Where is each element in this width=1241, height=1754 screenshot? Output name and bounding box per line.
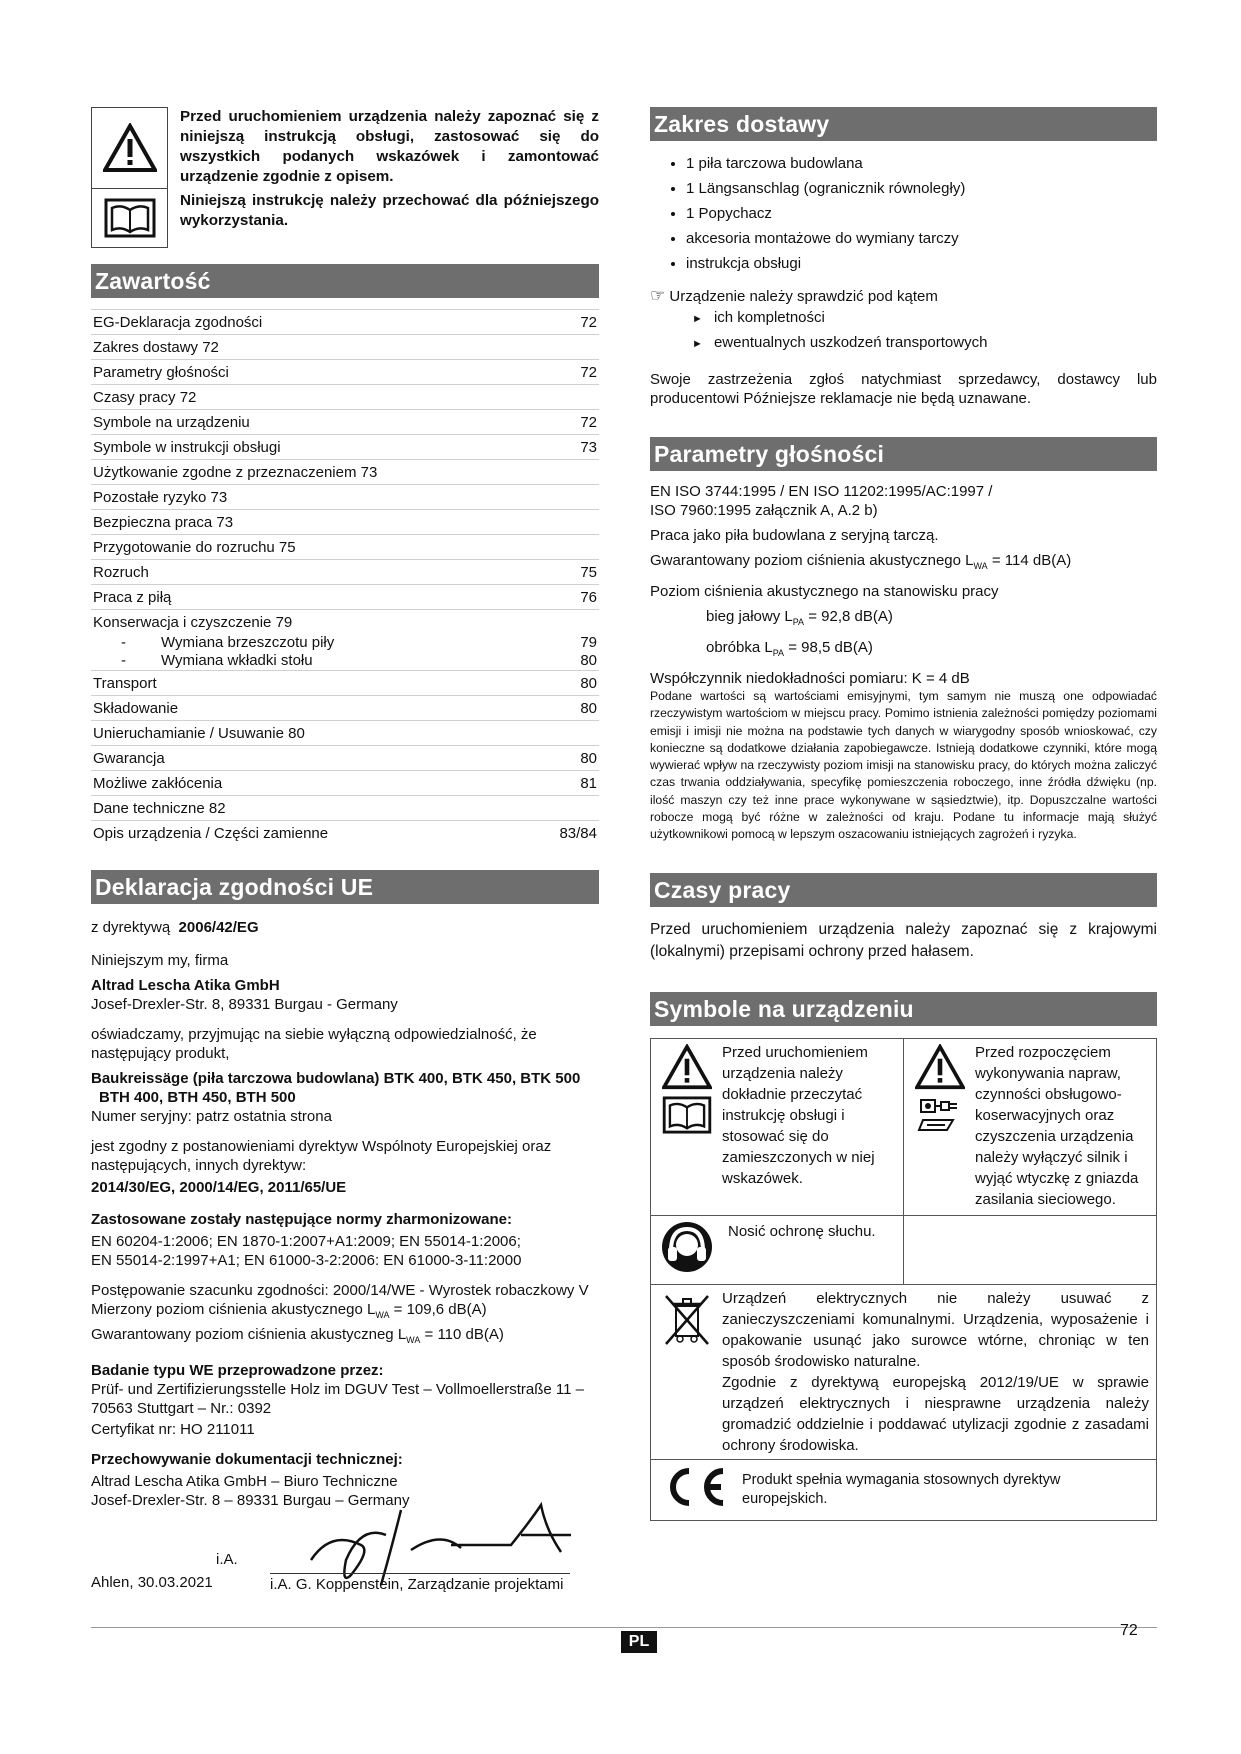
toc-item-label: Bezpieczna praca 73 bbox=[93, 514, 234, 531]
toc-item-label: Dane techniczne 82 bbox=[93, 800, 226, 817]
delivery-item: • 1 piła tarczowa budowlana bbox=[686, 151, 1157, 176]
weee-crossed-bin-icon bbox=[662, 1292, 712, 1348]
toc-item-page: 75 bbox=[580, 564, 597, 581]
toc-item bbox=[91, 334, 599, 359]
unplug-icon bbox=[915, 1096, 965, 1136]
toc-item-label: Rozruch bbox=[93, 564, 149, 581]
toc-item-page: 76 bbox=[580, 589, 597, 606]
symbol-weee-text-2: Zgodnie z dyrektywą europejską 2012/19/UE w sprawie urządzeń elektrycznych i niesprawne urządzenia należy gromadzić oddzielnie i poddawać utylizacji zgodnie z zasadami ochrony środowiska. bbox=[722, 1373, 1149, 1454]
company-address: Josef-Drexler-Str. 8, 89331 Burgau - Germany bbox=[91, 996, 398, 1013]
toc-item bbox=[91, 770, 599, 795]
toc-item bbox=[91, 584, 599, 609]
toc-item-page: 79 bbox=[580, 634, 597, 651]
serial-number: Numer seryjny: patrz ostatnia strona bbox=[91, 1108, 332, 1125]
toc-item-label: Czasy pracy 72 bbox=[93, 389, 197, 406]
toc-item-label: Możliwe zakłócenia bbox=[93, 775, 223, 792]
toc-item bbox=[91, 434, 599, 459]
product-models: BTH 400, BTH 450, BTH 500 bbox=[99, 1089, 296, 1106]
product-name: Baukreissäge (piła tarczowa budowlana) BTK 400, BTK 450, BTK 500 bbox=[91, 1070, 581, 1087]
toc-item-page: 80 bbox=[580, 652, 597, 669]
warning-triangle-icon bbox=[915, 1044, 965, 1090]
toc-item-page: 80 bbox=[580, 750, 597, 767]
toc-item-page: 81 bbox=[580, 775, 597, 792]
toc-item bbox=[91, 484, 599, 509]
exam-line-1: Prüf- und Zertifizierungsstelle Holz im DGUV Test – Vollmoellerstraße 11 – bbox=[91, 1381, 584, 1398]
symbol-ce-cell bbox=[651, 1459, 1157, 1520]
toc-item bbox=[91, 609, 599, 634]
page-number: 72 bbox=[1120, 1622, 1138, 1639]
warning-triangle-icon bbox=[662, 1044, 712, 1090]
toc-heading: Zawartość bbox=[91, 264, 599, 298]
noise-k: Współczynnik niedokładności pomiaru: K = 4 dB bbox=[650, 670, 970, 687]
noise-body bbox=[650, 482, 1157, 844]
declaration-body bbox=[91, 918, 599, 1510]
delivery-item: • instrukcja obsługi bbox=[686, 251, 1157, 276]
toc-item-label: Parametry głośności bbox=[93, 364, 229, 381]
toc-item bbox=[91, 720, 599, 745]
check-item: ► ich kompletności bbox=[692, 309, 825, 326]
toc-item bbox=[91, 384, 599, 409]
delivery-item: • akcesoria montażowe do wymiany tarczy bbox=[686, 226, 1157, 251]
toc-item-page: 72 bbox=[580, 414, 597, 431]
symbol-hearing-text: Nosić ochronę słuchu. bbox=[728, 1222, 876, 1240]
toc-item-page: 72 bbox=[580, 314, 597, 331]
toc-item-label: Symbole na urządzeniu bbox=[93, 414, 250, 431]
warning-text-2: Niniejszą instrukcję należy przechować dla późniejszego wykorzystania. bbox=[180, 192, 599, 229]
noise-standard-2: ISO 7960:1995 załącznik A, A.2 b) bbox=[650, 502, 878, 519]
toc-item-label: Przygotowanie do rozruchu 75 bbox=[93, 539, 296, 556]
docs-line-1: Altrad Lescha Atika GmbH – Biuro Techniczne bbox=[91, 1473, 398, 1490]
toc-item-page: 83/84 bbox=[559, 825, 597, 842]
directives-list: 2014/30/EG, 2000/14/EG, 2011/65/UE bbox=[91, 1179, 347, 1196]
noise-work: Praca jako piła budowlana z seryjną tarczą. bbox=[650, 527, 939, 544]
symbol-unplug-text: Przed rozpoczęciem wykonywania napraw, czynności obsługowo-koserwacyjnych oraz czyszczenia urządzenia należy wyłączyć silnik i wyjąć wtyczkę z gniazda zasilania sieciowego. bbox=[975, 1043, 1139, 1208]
symbol-unplug-cell bbox=[904, 1038, 1157, 1215]
toc-item: - Wymiana brzeszczotu piły 79 bbox=[121, 634, 597, 651]
noise-workplace: Poziom ciśnienia akustycznego na stanowisku pracy bbox=[650, 583, 999, 600]
symbol-read-manual-cell bbox=[651, 1038, 904, 1215]
measured-noise: Mierzony poziom ciśnienia akustycznego $L_{WA} = 109,6$ dB(A) bbox=[91, 1301, 487, 1320]
docs-title: Przechowywanie dokumentacji technicznej: bbox=[91, 1451, 403, 1468]
norms-line-2: EN 55014-2:1997+A1; EN 61000-3-2:2006: EN 61000-3-11:2000 bbox=[91, 1252, 522, 1269]
norms-title: Zastosowane zostały następujące normy zharmonizowane: bbox=[91, 1211, 512, 1228]
ce-mark-icon bbox=[659, 1465, 729, 1509]
norms-line-1: EN 60204-1:2006; EN 1870-1:2007+A1:2009; EN 55014-1:2006; bbox=[91, 1233, 521, 1250]
worktime-text: Przed uruchomieniem urządzenia należy zapoznać się z krajowymi (lokalnymi) przepisami ochrony przed hałasem. bbox=[650, 920, 1157, 960]
symbol-hearing-cell bbox=[651, 1215, 904, 1284]
toc-item-label: Wymiana brzeszczotu piły bbox=[161, 634, 335, 651]
compliance-text: jest zgodny z postanowieniami dyrektyw Wspólnoty Europejskiej oraz następujących, innych dyrektyw: bbox=[91, 1138, 552, 1174]
declaration-heading: Deklaracja zgodności UE bbox=[91, 870, 599, 904]
check-line: ☞ Urządzenie należy sprawdzić pod kątem bbox=[650, 286, 938, 305]
warning-text bbox=[180, 107, 599, 248]
signature-block bbox=[91, 1510, 599, 1600]
toc-item: - Wymiana wkładki stołu 80 bbox=[121, 652, 597, 669]
noise-guaranteed: Gwarantowany poziom ciśnienia akustycznego $L_{WA} = 114$ dB(A) bbox=[650, 552, 1072, 571]
toc-item-label: Praca z piłą bbox=[93, 589, 172, 606]
toc-item bbox=[91, 559, 599, 584]
warning-icons bbox=[91, 107, 168, 248]
ia-label: i.A. bbox=[216, 1551, 238, 1568]
toc-item-label: Konserwacja i czyszczenie 79 bbox=[93, 614, 293, 631]
noise-heading: Parametry głośności bbox=[650, 437, 1157, 471]
exam-title: Badanie typu WE przeprowadzone przez: bbox=[91, 1362, 384, 1379]
toc-item-page: 72 bbox=[580, 364, 597, 381]
delivery-item: • 1 Längsanschlag (ogranicznik równoległy) bbox=[686, 176, 1157, 201]
symbols-table bbox=[650, 1038, 1157, 1521]
symbol-read-manual-text: Przed uruchomieniem urządzenia należy dokładnie przeczytać instrukcję obsługi i stosować się do zamieszczonych w niej wskazówek. bbox=[722, 1043, 875, 1187]
symbol-empty-cell bbox=[904, 1215, 1157, 1284]
procedure-line: Postępowanie szacunku zgodności: 2000/14/WE - Wyrostek robaczkowy V bbox=[91, 1282, 589, 1299]
claims-text: Swoje zastrzeżenia zgłoś natychmiast sprzedawcy, dostawcy lub producentowi Późniejsze reklamacje nie będą uznawane. bbox=[650, 371, 1157, 407]
toc-item bbox=[91, 309, 599, 334]
manual-book-icon bbox=[104, 198, 156, 238]
toc-item-label: Opis urządzenia / Części zamienne bbox=[93, 825, 329, 842]
warning-text-1: Przed uruchomieniem urządzenia należy zapoznać się z niniejszą instrukcją obsługi, zastosować się do wszystkich podanych wskazówek i zamontować urządzenie zgodnie z opisem. bbox=[180, 108, 599, 185]
guaranteed-noise: Gwarantowany poziom ciśnienia akustyczneg $L_{WA} = 110$ dB(A) bbox=[91, 1326, 504, 1345]
toc-item bbox=[91, 409, 599, 434]
check-item: ► ewentualnych uszkodzeń transportowych bbox=[692, 334, 988, 351]
symbol-ce-text: Produkt spełnia wymagania stosownych dyrektyw europejskich. bbox=[742, 1471, 1061, 1507]
symbol-weee-text-1: Urządzeń elektrycznych nie należy usuwać z zanieczyszczeniami komunalnymi. Urządzenia, wyposażenie i opakowanie usunąć jako surowce wtórne, chroniąc w ten sposób środowisko naturalne. bbox=[722, 1289, 1149, 1370]
toc-item bbox=[91, 534, 599, 559]
toc-item-label: Wymiana wkładki stołu bbox=[161, 652, 313, 669]
symbols-heading: Symbole na urządzeniu bbox=[650, 992, 1157, 1026]
toc-item bbox=[91, 820, 599, 845]
delivery-list bbox=[650, 151, 1157, 276]
toc-item-page: 80 bbox=[580, 700, 597, 717]
declaration-intro: Niniejszym my, firma bbox=[91, 952, 229, 969]
noise-idle: bieg jałowy $L_{PA} = 92,8$ dB(A) bbox=[706, 608, 893, 627]
hearing-protection-icon bbox=[661, 1221, 713, 1273]
warning-triangle-icon bbox=[103, 123, 157, 173]
pointing-hand-icon: ☞ bbox=[650, 286, 666, 305]
check-list bbox=[650, 306, 1157, 356]
declaration-statement: oświadczamy, przyjmując na siebie wyłączną odpowiedzialność, że następujący produkt, bbox=[91, 1026, 537, 1062]
language-badge: PL bbox=[621, 1631, 657, 1653]
certificate: Certyfikat nr: HO 211011 bbox=[91, 1421, 255, 1438]
noise-note: Podane wartości są wartościami emisyjnymi, tym samym nie muszą one odpowiadać rzeczywistym wartościom w miejscu pracy. Pomimo istnienia zależności pomiędzy poziomami emisji i imisji nie można na podstawie tych danych w wiarygodny sposób wnioskować, czy konieczne są dodatkowe działania zapobiegawcze. Istnieją dodatkowe czynniki, które mogą wywierać wpływ na rzeczywisty poziom imisji na stanowisku pracy, do których można zaliczyć czas trwania oddziaływania, specyfikę pomieszczenia roboczego, inne źródła dźwięku (np. ilość maszyn czy też inne prace wykonywane w sąsiedztwie), itp. Dopuszczalne wartości robocze mogą być różne w zależności od kraju. Podane tu informacje mają służyć użytkownikowi pomocą w lepszym oszacowaniu istniejących zagrożeń i ryzyka. bbox=[650, 689, 1157, 842]
noise-standard-1: EN ISO 3744:1995 / EN ISO 11202:1995/AC:1997 / bbox=[650, 483, 993, 500]
toc-item-label: Pozostałe ryzyko 73 bbox=[93, 489, 228, 506]
exam-line-2: 70563 Stuttgart – Nr.: 0392 bbox=[91, 1400, 272, 1417]
toc-item-page: 80 bbox=[580, 675, 597, 692]
footer-divider bbox=[91, 1627, 1157, 1628]
toc-item-page: 73 bbox=[580, 439, 597, 456]
toc-item bbox=[91, 670, 599, 695]
manual-book-icon bbox=[662, 1096, 712, 1134]
toc-item-label: Transport bbox=[93, 675, 157, 692]
warning-block bbox=[91, 107, 599, 248]
toc-item bbox=[91, 745, 599, 770]
toc-item-label: Zakres dostawy 72 bbox=[93, 339, 219, 356]
toc-item bbox=[91, 795, 599, 820]
directive-line: z dyrektywą 2006/42/EG bbox=[91, 919, 259, 936]
docs-line-2: Josef-Drexler-Str. 8 – 89331 Burgau – Germany bbox=[91, 1492, 410, 1509]
toc-item bbox=[91, 359, 599, 384]
toc-item-label: Unieruchamianie / Usuwanie 80 bbox=[93, 725, 305, 742]
signer-name: i.A. G. Koppenstein, Zarządzanie projektami bbox=[270, 1573, 570, 1594]
table-of-contents bbox=[91, 309, 599, 845]
toc-item bbox=[91, 509, 599, 534]
toc-item bbox=[91, 459, 599, 484]
place-date: Ahlen, 30.03.2021 bbox=[91, 1574, 213, 1591]
toc-item-label: Symbole w instrukcji obsługi bbox=[93, 439, 281, 456]
toc-item-label: Gwarancja bbox=[93, 750, 165, 767]
toc-item-label: Użytkowanie zgodne z przeznaczeniem 73 bbox=[93, 464, 378, 481]
toc-item-label: EG-Deklaracja zgodności bbox=[93, 314, 263, 331]
left-column bbox=[91, 107, 599, 1600]
delivery-heading: Zakres dostawy bbox=[650, 107, 1157, 141]
right-column bbox=[650, 107, 1157, 1521]
company-name: Altrad Lescha Atika GmbH bbox=[91, 977, 280, 994]
noise-processing: obróbka $L_{PA} = 98,5$ dB(A) bbox=[706, 639, 873, 658]
symbol-weee-cell bbox=[651, 1284, 1157, 1459]
delivery-item: • 1 Popychacz bbox=[686, 201, 1157, 226]
toc-item-label: Składowanie bbox=[93, 700, 179, 717]
toc-item bbox=[91, 695, 599, 720]
worktime-heading: Czasy pracy bbox=[650, 873, 1157, 907]
